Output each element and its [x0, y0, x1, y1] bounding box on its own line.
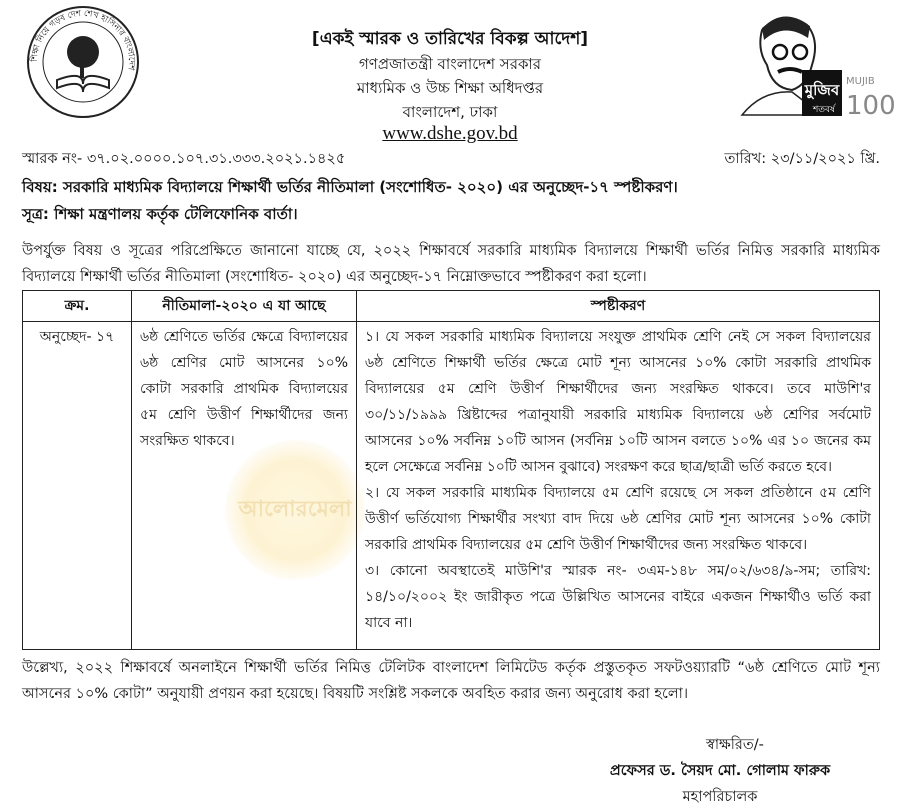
header-policy: নীতিমালা-২০২০ এ যা আছে	[132, 291, 357, 322]
website-link[interactable]: www.dshe.gov.bd	[382, 123, 518, 144]
svg-text:MUJIB: MUJIB	[846, 76, 875, 87]
row-policy: ৬ষ্ঠ শ্রেণিতে ভর্তির ক্ষেত্রে বিদ্যালয়ের ৬ষ্ঠ শ্রেণির মোট আসনের ১০% কোটা সরকারি প্রাথমিক বিদ্যালয়ের ৫ম শ্রেণি উত্তীর্ণ শিক্ষার্থীদের জন্য সংরক্ষিত থাকবে।	[132, 322, 357, 650]
svg-text:100: 100	[846, 91, 896, 121]
government-name: গণপ্রজাতন্ত্রী বাংলাদেশ সরকার	[358, 55, 542, 73]
header-clarification: স্পষ্টীকরণ	[357, 291, 880, 322]
watermark: আলোরমেলা	[225, 440, 365, 580]
clarification-item: ২। যে সকল সরকারি মাধ্যমিক বিদ্যালয়ে ৫ম শ্রেণি রয়েছে সে সকল প্রতিষ্ঠানে ৫ম শ্রেণি উত্তীর্ণ ভর্তিযোগ্য শিক্ষার্থীর সংখ্যা বাদ দিয়ে ৬ষ্ঠ শ্রেণির মোট শূন্য আসনের ১০% কোটা সরকারি প্রাথমিক বিদ্যালয়ের ৫ম শ্রেণি উত্তীর্ণ শিক্ষার্থীদের জন্য সংরক্ষিত থাকবে।	[365, 485, 871, 553]
memo-number: স্মারক নং- ৩৭.০২.০০০০.১০৭.৩১.৩৩৩.২০২১.১৪২৫	[22, 151, 346, 167]
directorate-name: মাধ্যমিক ও উচ্চ শিক্ষা অধিদপ্তর	[356, 79, 544, 97]
clarification-item: ৩। কোনো অবস্থাতেই মাউশি'র স্মারক নং- ৩এম-১৪৮ সম/০২/৬৩৪/৯-সম; তারিখ: ১৪/১০/২০০২ ইং জারীকৃত পত্রে উল্লিখিত আসনের বাইরে একজন শিক্ষার্থীও ভর্তি করা যাবে না।	[365, 563, 871, 631]
signed-mark: স্বাক্ষরিত/-	[706, 737, 764, 753]
clarification-table	[22, 290, 880, 650]
reference: সূত্র: শিক্ষা মন্ত্রণালয় কর্তৃক টেলিফোনিক বার্তা।	[22, 205, 298, 223]
row-clarifications	[357, 322, 880, 650]
logo-ring-textpath: শিক্ষা নিয়ে গড়ব দেশ শেখ হাসিনার বাংলাদেশ	[29, 8, 137, 71]
location: বাংলাদেশ, ঢাকা	[402, 103, 498, 121]
header-serial: ক্রম.	[23, 291, 132, 322]
subject: বিষয়: সরকারি মাধ্যমিক বিদ্যালয়ে শিক্ষার্থী ভর্তির নীতিমালা (সংশোধিত- ২০২০) এর অনুচ্ছেদ-১৭ স্পষ্টীকরণ।	[22, 178, 678, 196]
table-header-row	[23, 291, 880, 322]
intro-paragraph: উপর্যুক্ত বিষয় ও সূত্রের পরিপ্রেক্ষিতে জানানো যাচ্ছে যে, ২০২২ শিক্ষাবর্ষে সরকারি মাধ্যমিক বিদ্যালয়ে শিক্ষার্থী ভর্তির নিমিত্ত সরকারি মাধ্যমিক বিদ্যালয়ে শিক্ষার্থী ভর্তির নীতিমালা (সংশোধিত- ২০২০) এর অনুচ্ছেদ-১৭ নিম্নোক্তভাবে স্পষ্টীকরণ করা হলো।	[22, 243, 880, 285]
svg-text:মুজিব: মুজিব	[804, 81, 840, 99]
memo-date: তারিখ: ২৩/১১/২০২১ খ্রি.	[724, 151, 880, 167]
clarification-item: ১। যে সকল সরকারি মাধ্যমিক বিদ্যালয়ে সংযুক্ত প্রাথমিক শ্রেণি নেই সে সকল বিদ্যালয়ের ৬ষ্ঠ শ্রেণিতে শিক্ষার্থী ভর্তির ক্ষেত্রে মোট শূন্য আসনের ১০% কোটা সরকারি প্রাথমিক বিদ্যালয়ের ৫ম শ্রেণি উত্তীর্ণ শিক্ষার্থীদের জন্য সংরক্ষিত থাকবে। তবে মাউশি'র ৩০/১১/১৯৯৯ খ্রিষ্টাব্দের পত্রানুযায়ী সরকারি মাধ্যমিক বিদ্যালয়ে ৬ষ্ঠ শ্রেণির সর্বমোট আসনের ১০% সর্বনিম্ন ১০টি আসন (সর্বনিম্ন ১০টি আসন বলতে ১০% এর ১০ জনের কম হলে সেক্ষেত্রে সর্বনিম্ন ১০টি আসন বুঝাবে) সংরক্ষণ করে ছাত্র/ছাত্রী ভর্তি করতে হবে।	[365, 329, 871, 475]
signatory-title: মহাপরিচালক	[682, 789, 758, 805]
alternate-order-notice: [একই স্মারক ও তারিখের বিকল্প আদেশ]	[311, 29, 589, 49]
row-serial: অনুচ্ছেদ- ১৭	[23, 322, 132, 650]
note-paragraph: উল্লেখ্য, ২০২২ শিক্ষাবর্ষে অনলাইনে শিক্ষার্থী ভর্তির নিমিত্ত টেলিটক বাংলাদেশ লিমিটেড কর্তৃক প্রস্তুতকৃত সফটওয়্যারটি “৬ষ্ঠ শ্রেণিতে মোট শূন্য আসনের ১০% কোটা” অনুযায়ী প্রণয়ন করা হয়েছে। বিষয়টি সংশ্লিষ্ট সকলকে অবহিত করার জন্য অনুরোধ করা হলো।	[22, 660, 880, 702]
table-row	[23, 322, 880, 650]
signatory-name: প্রফেসর ড. সৈয়দ মো. গোলাম ফারুক	[609, 763, 831, 779]
svg-text:শতবর্ষ: শতবর্ষ	[812, 105, 836, 115]
